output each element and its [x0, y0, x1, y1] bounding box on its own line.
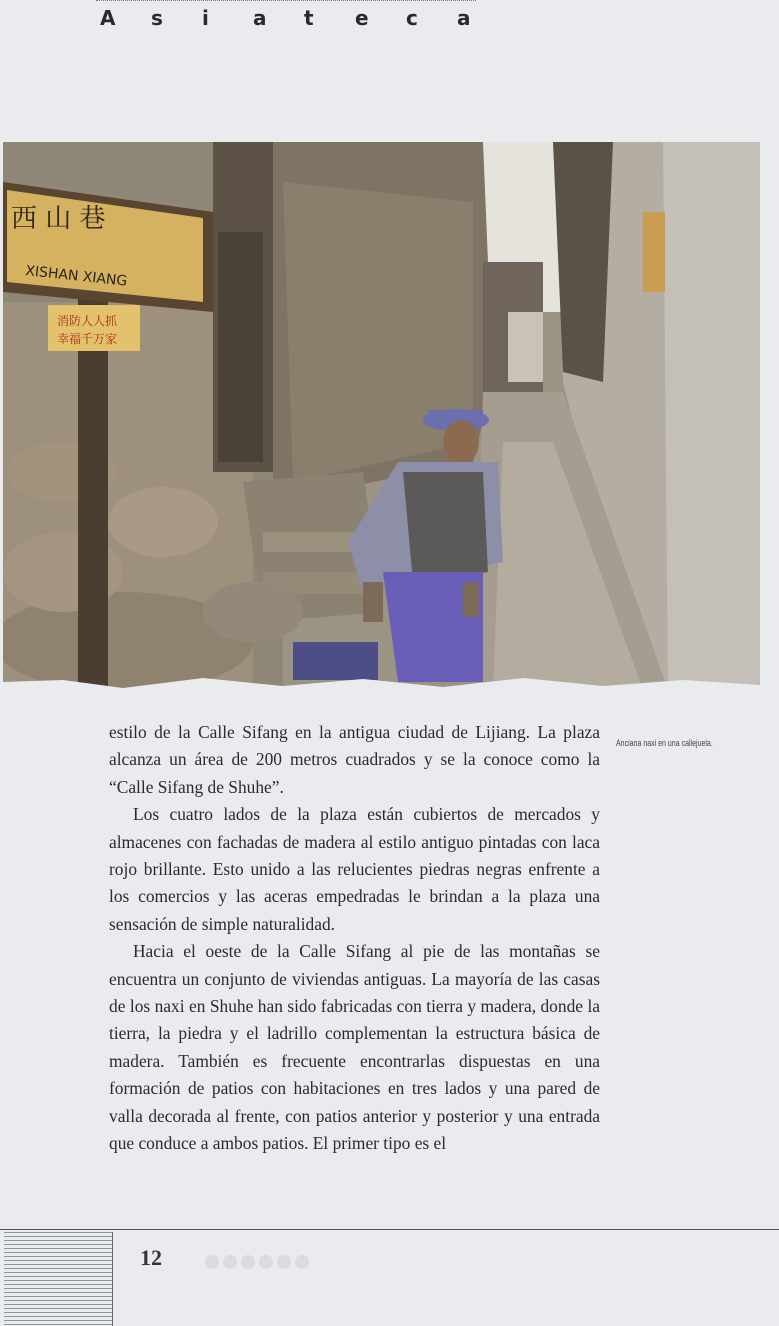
sign-roman-text: XISHAN XIANG [24, 263, 128, 290]
footer-dots [205, 1255, 309, 1269]
footer-stripes [4, 1232, 113, 1326]
header-letter: s [151, 6, 163, 30]
paragraph: Hacia el oeste de la Calle Sifang al pie de las montañas se encuentra un conjunto de viviendas antiguas. La mayoría de las casas de los naxi en Shuhe han sido fabricadas con tierra y madera, donde la tierra, la piedra y el ladrillo complementan la estructura básica de madera. También es frecuente encontrarlas dispuestas en una formación de patios con habitaciones en tres lados y una pared de valla decorada al frente, con patios anterior y posterior y una entrada que conduce a ambos patios. El primer tipo es el [109, 941, 600, 1154]
header-letter: A [100, 6, 116, 30]
paragraph: estilo de la Calle Sifang en la antigua ciudad de Lijiang. La plaza alcanza un área de 200 metros cuadrados y se la conoce como la “Calle Sifang de Shuhe”. [109, 722, 600, 797]
sign-main-text: 西 山 巷 [11, 204, 106, 234]
dot [259, 1255, 273, 1269]
dot [277, 1255, 291, 1269]
header-letter: e [355, 6, 369, 30]
small-sign-line-1: 消防人人抓 [57, 314, 118, 328]
header-letter: a [457, 6, 471, 30]
dot [295, 1255, 309, 1269]
body-text [109, 719, 600, 1158]
page-number: 12 [140, 1245, 162, 1270]
header-letter: i [202, 6, 209, 30]
paragraph: Los cuatro lados de la plaza están cubiertos de mercados y almacenes con fachadas de madera al estilo antiguo pintadas con laca rojo brillante. Esto unido a las relucientes piedras negras enfrente a los comercios y las aceras empedradas le brindan a la plaza una sensación de simple naturalidad. [109, 804, 600, 934]
header-letter: t [304, 6, 314, 30]
small-sign-line-2: 幸福千万家 [57, 332, 118, 346]
photo-caption: Anciana naxi en una callejuela. [616, 738, 713, 748]
header-letter: a [253, 6, 267, 30]
alley-photo [3, 142, 760, 690]
running-header [100, 6, 508, 30]
header-letter: c [406, 6, 418, 30]
dot [223, 1255, 237, 1269]
header-rule [96, 0, 476, 3]
footer-rule [0, 1229, 779, 1230]
dot [241, 1255, 255, 1269]
dot [205, 1255, 219, 1269]
